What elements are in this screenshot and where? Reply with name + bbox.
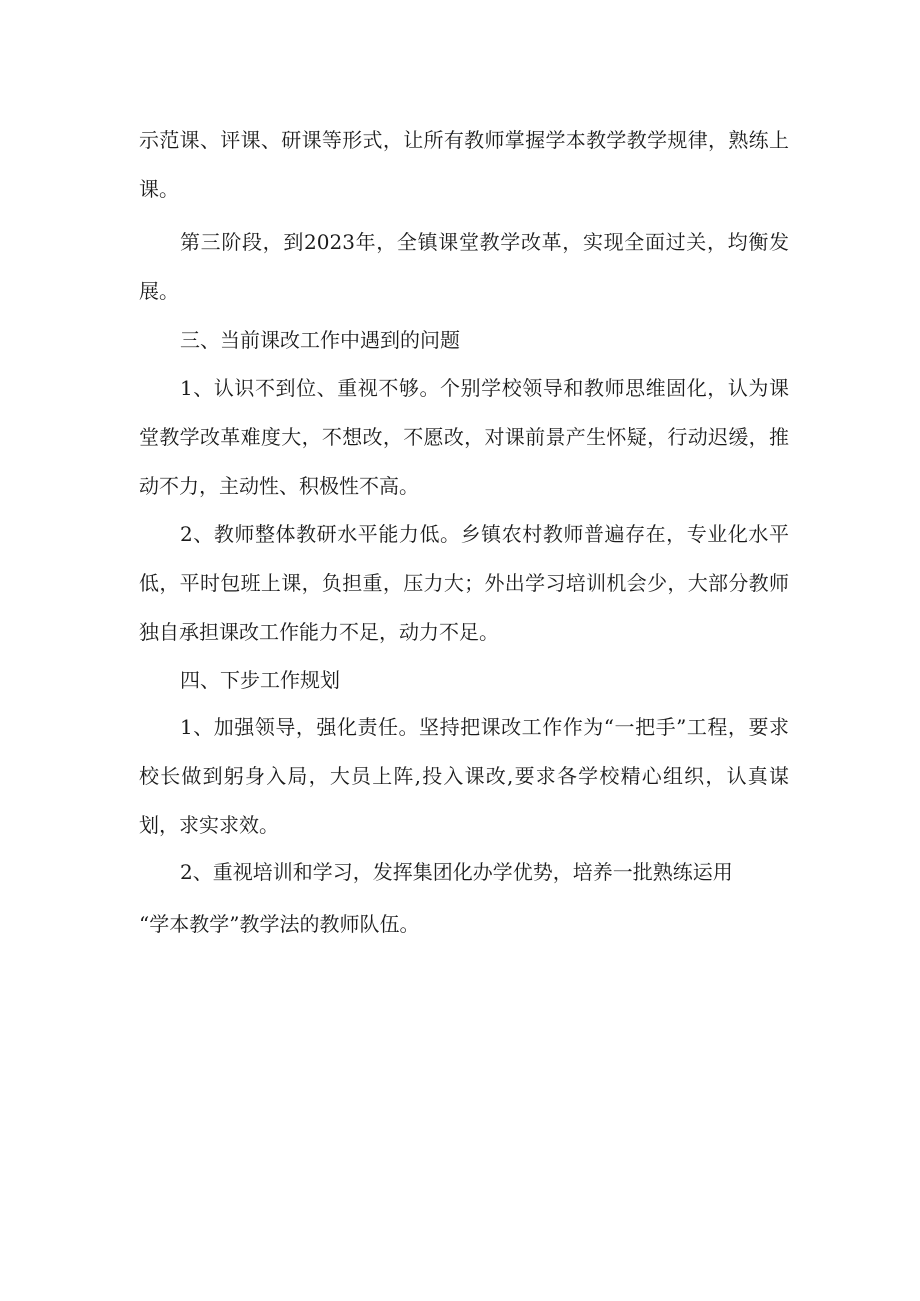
paragraph-problem-1: 1、认识不到位、重视不够。个别学校领导和教师思维固化，认为课堂教学改革难度大，不想改，不愿改，对课前景产生怀疑，行动迟缓，推动不力，主动性、积极性不高。 — [139, 376, 789, 498]
paragraph-third-stage: 第三阶段，到2023年，全镇课堂教学改革，实现全面过关，均衡发展。 — [139, 230, 789, 303]
paragraph-plan-2-continuation: “学本教学”教学法的教师队伍。 — [139, 912, 420, 936]
section-heading-problems: 三、当前课改工作中遇到的问题 — [180, 328, 460, 352]
paragraph-plan-2: 2、重视培训和学习，发挥集团化办学优势，培养一批熟练运用 — [180, 860, 733, 884]
section-heading-plan: 四、下步工作规划 — [180, 668, 340, 692]
paragraph-plan-1: 1、加强领导，强化责任。坚持把课改工作作为“一把手”工程，要求校长做到躬身入局，大员上阵,投入课改,要求各学校精心组织，认真谋划，求实求效。 — [139, 715, 789, 837]
paragraph-problem-2: 2、教师整体教研水平能力低。乡镇农村教师普遍存在，专业化水平低，平时包班上课，负担重，压力大；外出学习培训机会少，大部分教师独自承担课改工作能力不足，动力不足。 — [139, 522, 789, 644]
paragraph-continuation: 示范课、评课、研课等形式，让所有教师掌握学本教学教学规律，熟练上课。 — [139, 128, 789, 201]
